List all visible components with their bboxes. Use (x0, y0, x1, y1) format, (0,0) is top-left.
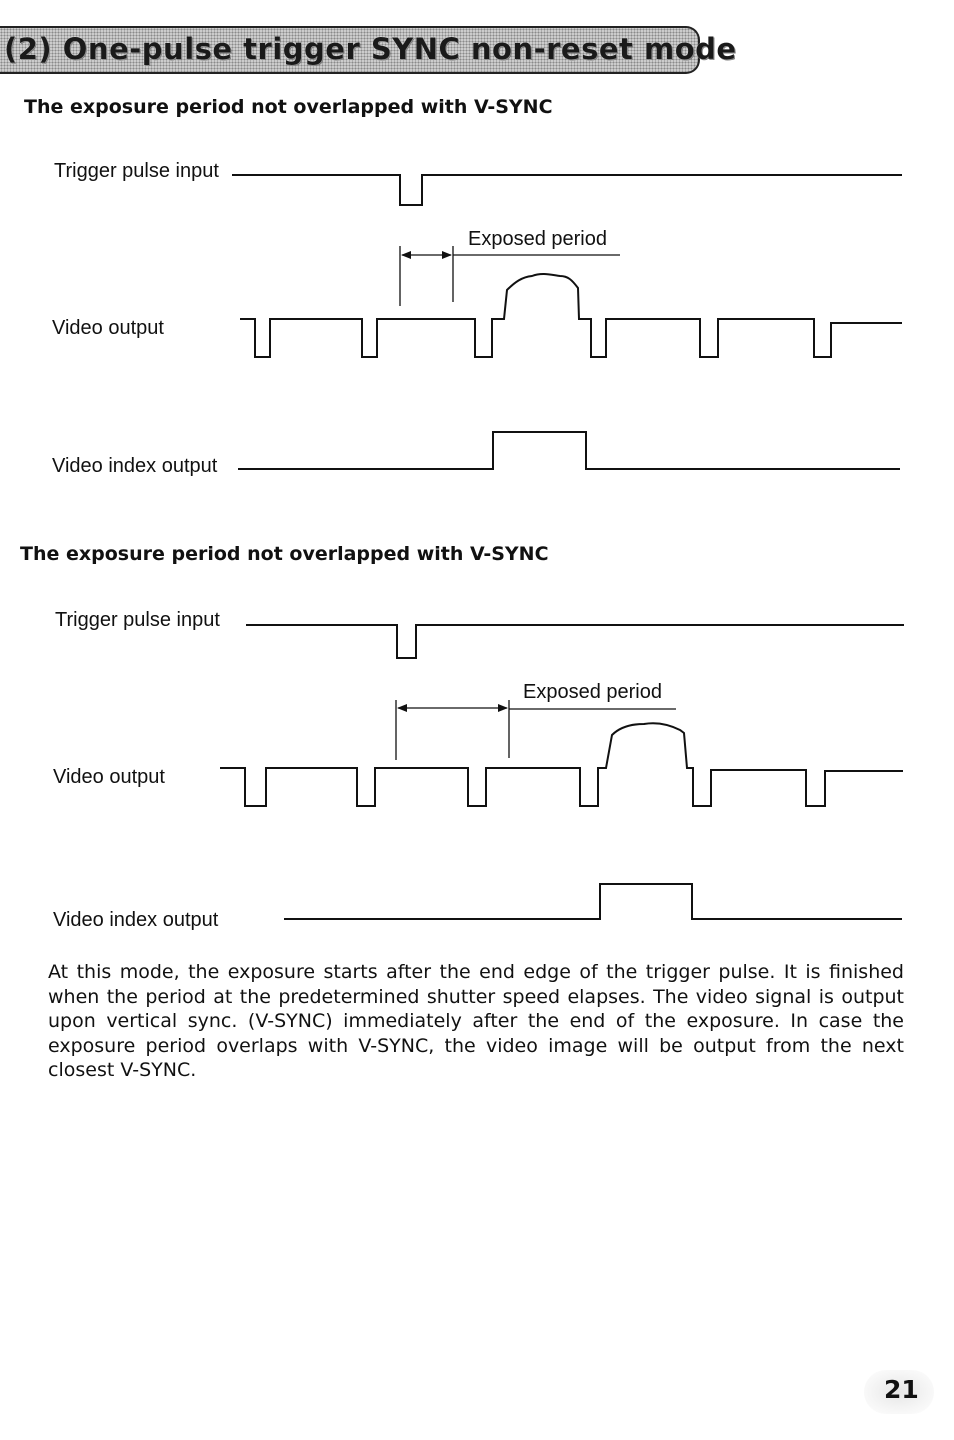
diagram-2-heading: The exposure period not overlapped with V-SYNC (20, 543, 549, 565)
diagram-1-heading: The exposure period not overlapped with V-SYNC (24, 96, 553, 118)
video-index-waveform (284, 884, 902, 919)
mode-description-paragraph: At this mode, the exposure starts after the end edge of the trigger pulse. It is finished when the period at the predetermined shutter speed elapses. The video signal is output upon vertical sync. (V-SYNC) immediately after the end of the exposure. In case the exposure period overlaps with V-SYNC, the video image will be output from the next closest V-SYNC. (48, 961, 904, 1081)
diagram-2-exposed-label: Exposed period (523, 681, 662, 703)
video-index-waveform (238, 432, 900, 469)
diagram-2-index-label: Video index output (53, 909, 219, 931)
diagram-1-index-label: Video index output (52, 455, 218, 477)
trigger-pulse-waveform (232, 175, 902, 205)
section-title: (2) One-pulse trigger SYNC non-reset mode (4, 32, 737, 66)
page-number: 21 (884, 1375, 919, 1404)
section-banner (0, 26, 737, 74)
diagram-1-exposed-label: Exposed period (468, 228, 607, 250)
video-output-waveform (240, 274, 902, 357)
diagram-2-video-label: Video output (53, 766, 165, 788)
diagram-1-video-label: Video output (52, 317, 164, 339)
timing-diagram-1 (0, 150, 954, 490)
diagram-1-trigger-label: Trigger pulse input (54, 160, 219, 182)
trigger-pulse-waveform (246, 625, 904, 658)
timing-diagram-2 (0, 600, 954, 940)
page-number-badge (864, 1370, 934, 1414)
diagram-2-trigger-label: Trigger pulse input (55, 609, 220, 631)
video-output-waveform (220, 723, 903, 806)
